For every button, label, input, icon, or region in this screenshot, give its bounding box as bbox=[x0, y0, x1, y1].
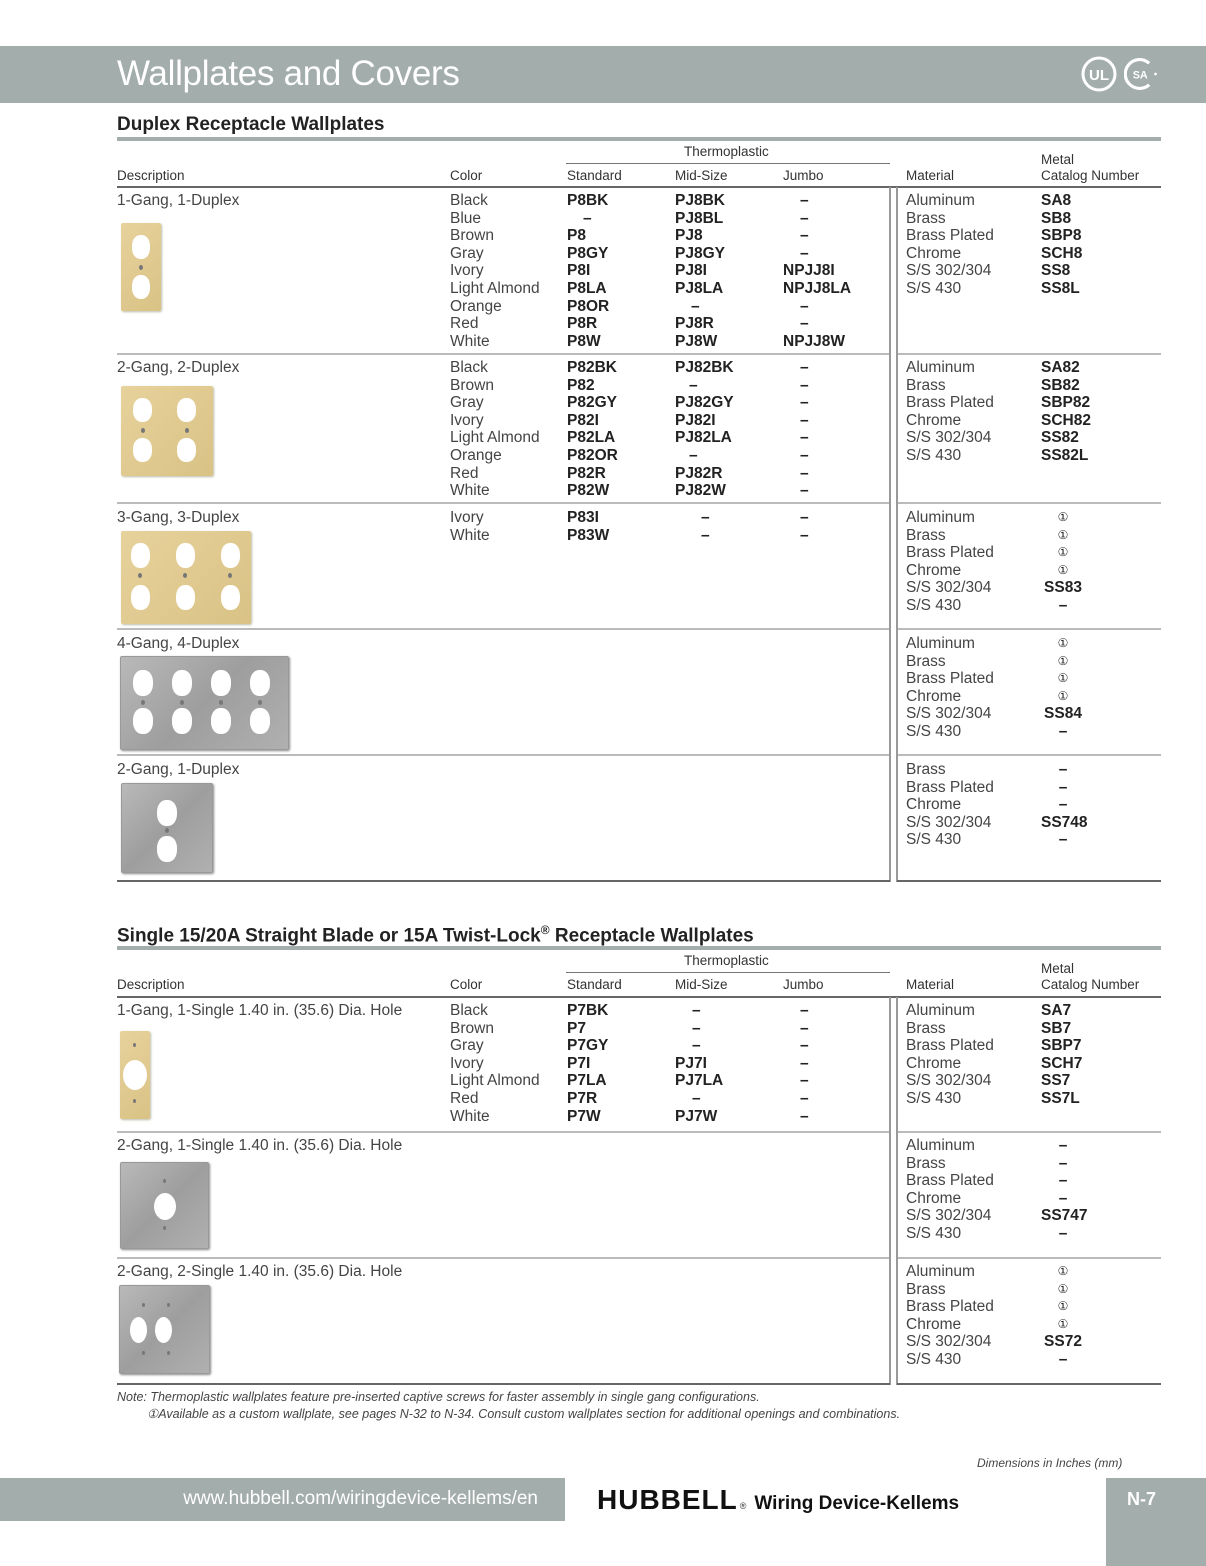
wallplate-image-2gang-duplex bbox=[121, 386, 213, 476]
page-title: Wallplates and Covers bbox=[117, 54, 460, 93]
row-description: 4-Gang, 4-Duplex bbox=[117, 635, 240, 652]
standard-catalog-list: P82BK P82 P82GY P82I P82LA P82OR P82R P82W bbox=[567, 359, 618, 500]
thermoplastic-underline bbox=[566, 163, 890, 164]
section-title-single: Single 15/20A Straight Blade or 15A Twist-Lock® Receptacle Wallplates bbox=[117, 923, 754, 947]
wallplate-image-2gang-2single bbox=[119, 1285, 210, 1374]
row-divider bbox=[898, 1257, 1161, 1259]
header-color: Color bbox=[450, 168, 483, 183]
material-list: Aluminum Brass Brass Plated Chrome S/S 302/304 S/S 430 bbox=[906, 1002, 994, 1107]
metal-catalog-list: ① ① ① ① SS83 – bbox=[1044, 510, 1082, 614]
header-catalog-number: Catalog Number bbox=[1041, 977, 1140, 992]
wallplate-image-1gang-single bbox=[120, 1031, 150, 1119]
section-title-duplex: Duplex Receptacle Wallplates bbox=[117, 114, 385, 135]
metal-catalog-list: ① ① ① ① SS72 – bbox=[1044, 1264, 1082, 1368]
row-divider bbox=[898, 628, 1161, 630]
table-bottom-rule bbox=[897, 1383, 1161, 1385]
svg-text:SA: SA bbox=[1132, 69, 1148, 82]
row-description: 3-Gang, 3-Duplex bbox=[117, 509, 240, 526]
row-divider bbox=[117, 353, 889, 355]
standard-catalog-list: P8BK – P8 P8GY P8I P8LA P8OR P8R P8W bbox=[567, 192, 610, 350]
header-jumbo: Jumbo bbox=[783, 977, 824, 992]
wallplate-image-2gang-1duplex bbox=[121, 783, 213, 873]
row-divider bbox=[898, 1131, 1161, 1133]
table-bottom-rule bbox=[117, 1383, 890, 1385]
material-list: Aluminum Brass Brass Plated Chrome S/S 302/304 S/S 430 bbox=[906, 635, 994, 740]
footer-url-band bbox=[0, 1478, 565, 1521]
row-description: 1-Gang, 1-Single 1.40 in. (35.6) Dia. Hole bbox=[117, 1002, 403, 1019]
midsize-catalog-list: – – bbox=[701, 509, 710, 544]
material-list: Aluminum Brass Brass Plated Chrome S/S 302/304 S/S 430 bbox=[906, 509, 994, 614]
standard-catalog-list: P7BK P7 P7GY P7I P7LA P7R P7W bbox=[567, 1002, 609, 1125]
column-divider bbox=[896, 997, 898, 1385]
row-divider bbox=[898, 502, 1161, 504]
section-rule bbox=[117, 946, 1161, 950]
metal-catalog-list: – – – – SS747 – bbox=[1041, 1137, 1088, 1242]
color-list: Ivory White bbox=[450, 509, 490, 544]
row-description: 2-Gang, 2-Single 1.40 in. (35.6) Dia. Hole bbox=[117, 1263, 403, 1280]
row-description: 2-Gang, 1-Single 1.40 in. (35.6) Dia. Hole bbox=[117, 1137, 403, 1154]
table-bottom-rule bbox=[117, 880, 890, 882]
column-divider bbox=[896, 187, 898, 882]
jumbo-catalog-list: – – – – – – – bbox=[800, 1002, 809, 1125]
page-number: N-7 bbox=[1127, 1489, 1157, 1509]
color-list: Black Blue Brown Gray Ivory Light Almond Orange Red White bbox=[450, 192, 540, 350]
metal-catalog-list: – – – SS748 – bbox=[1041, 761, 1088, 849]
material-list: Aluminum Brass Brass Plated Chrome S/S 302/304 S/S 430 bbox=[906, 359, 994, 464]
row-description: 1-Gang, 1-Duplex bbox=[117, 192, 240, 209]
header-material: Material bbox=[906, 168, 955, 183]
header-midsize: Mid-Size bbox=[675, 977, 728, 992]
jumbo-catalog-list: – – bbox=[800, 509, 809, 544]
wallplate-image-1gang-duplex bbox=[121, 223, 161, 311]
metal-catalog-list: SA82 SB82 SBP82 SCH82 SS82 SS82L bbox=[1041, 359, 1091, 464]
title-bar bbox=[0, 46, 1206, 103]
header-metal: Metal bbox=[1041, 152, 1075, 167]
table-bottom-rule bbox=[897, 880, 1161, 882]
note-thermoplastic: Note: Thermoplastic wallplates feature pre-inserted captive screws for faster assembly in single gang configurations. bbox=[117, 1390, 760, 1404]
header-description: Description bbox=[117, 168, 185, 183]
header-metal: Metal bbox=[1041, 961, 1075, 976]
wallplate-image-4gang-duplex bbox=[120, 656, 289, 750]
page-number-tab bbox=[1106, 1478, 1206, 1566]
material-list: Aluminum Brass Brass Plated Chrome S/S 302/304 S/S 430 bbox=[906, 1263, 994, 1368]
material-list: Aluminum Brass Brass Plated Chrome S/S 302/304 S/S 430 bbox=[906, 192, 994, 297]
header-standard: Standard bbox=[567, 168, 622, 183]
jumbo-catalog-list: – – – – – – – – bbox=[800, 359, 809, 500]
metal-catalog-list: ① ① ① ① SS84 – bbox=[1044, 636, 1082, 740]
note-custom-wallplate: ①Available as a custom wallplate, see pages N-32 to N-34. Consult custom wallplates section for additional openings and combinations. bbox=[147, 1407, 901, 1421]
header-jumbo: Jumbo bbox=[783, 168, 824, 183]
footer-brand bbox=[597, 1484, 959, 1516]
standard-catalog-list: P83I P83W bbox=[567, 509, 610, 544]
metal-catalog-list: SA8 SB8 SBP8 SCH8 SS8 SS8L bbox=[1041, 192, 1083, 297]
header-midsize: Mid-Size bbox=[675, 168, 728, 183]
ul-certification-icon bbox=[1081, 56, 1117, 92]
midsize-catalog-list: PJ82BK – PJ82GY PJ82I PJ82LA – PJ82R PJ82W bbox=[675, 359, 734, 500]
wallplate-image-2gang-1single bbox=[120, 1162, 209, 1249]
header-rule bbox=[117, 996, 1161, 998]
svg-text:UL: UL bbox=[1089, 67, 1109, 84]
row-divider bbox=[117, 628, 889, 630]
header-thermoplastic: Thermoplastic bbox=[684, 144, 769, 159]
csa-certification-icon bbox=[1124, 56, 1160, 92]
row-divider bbox=[117, 502, 889, 504]
thermoplastic-underline bbox=[566, 972, 890, 973]
row-divider bbox=[117, 754, 889, 756]
header-thermoplastic: Thermoplastic bbox=[684, 953, 769, 968]
division-name: Wiring Device-Kellems bbox=[754, 1493, 960, 1514]
header-catalog-number: Catalog Number bbox=[1041, 168, 1140, 183]
color-list: Black Brown Gray Ivory Light Almond Orange Red White bbox=[450, 359, 540, 500]
wallplate-image-3gang-duplex bbox=[121, 531, 251, 624]
section-rule bbox=[117, 137, 1161, 141]
hubbell-logo: HUBBELL bbox=[597, 1484, 738, 1515]
header-color: Color bbox=[450, 977, 483, 992]
dimensions-note: Dimensions in Inches (mm) bbox=[977, 1456, 1123, 1470]
metal-catalog-list: SA7 SB7 SBP7 SCH7 SS7 SS7L bbox=[1041, 1002, 1083, 1107]
footer-url-link[interactable]: www.hubbell.com/wiringdevice-kellems/en bbox=[183, 1488, 538, 1509]
registered-mark: ® bbox=[739, 1501, 747, 1511]
row-divider bbox=[117, 1131, 889, 1133]
header-standard: Standard bbox=[567, 977, 622, 992]
row-description: 2-Gang, 1-Duplex bbox=[117, 761, 240, 778]
column-divider bbox=[889, 997, 891, 1385]
midsize-catalog-list: – – – PJ7I PJ7LA – PJ7W bbox=[675, 1002, 724, 1125]
header-rule bbox=[117, 186, 1161, 188]
header-material: Material bbox=[906, 977, 955, 992]
jumbo-catalog-list: – – – – NPJJ8I NPJJ8LA – – NPJJ8W bbox=[783, 192, 852, 350]
material-list: Aluminum Brass Brass Plated Chrome S/S 302/304 S/S 430 bbox=[906, 1137, 994, 1242]
row-description: 2-Gang, 2-Duplex bbox=[117, 359, 240, 376]
row-divider bbox=[117, 1257, 889, 1259]
header-description: Description bbox=[117, 977, 185, 992]
row-divider bbox=[898, 353, 1161, 355]
column-divider bbox=[889, 187, 891, 882]
material-list: Brass Brass Plated Chrome S/S 302/304 S/S 430 bbox=[906, 761, 994, 849]
color-list: Black Brown Gray Ivory Light Almond Red White bbox=[450, 1002, 540, 1125]
row-divider bbox=[898, 754, 1161, 756]
midsize-catalog-list: PJ8BK PJ8BL PJ8 PJ8GY PJ8I PJ8LA – PJ8R PJ8W bbox=[675, 192, 725, 350]
